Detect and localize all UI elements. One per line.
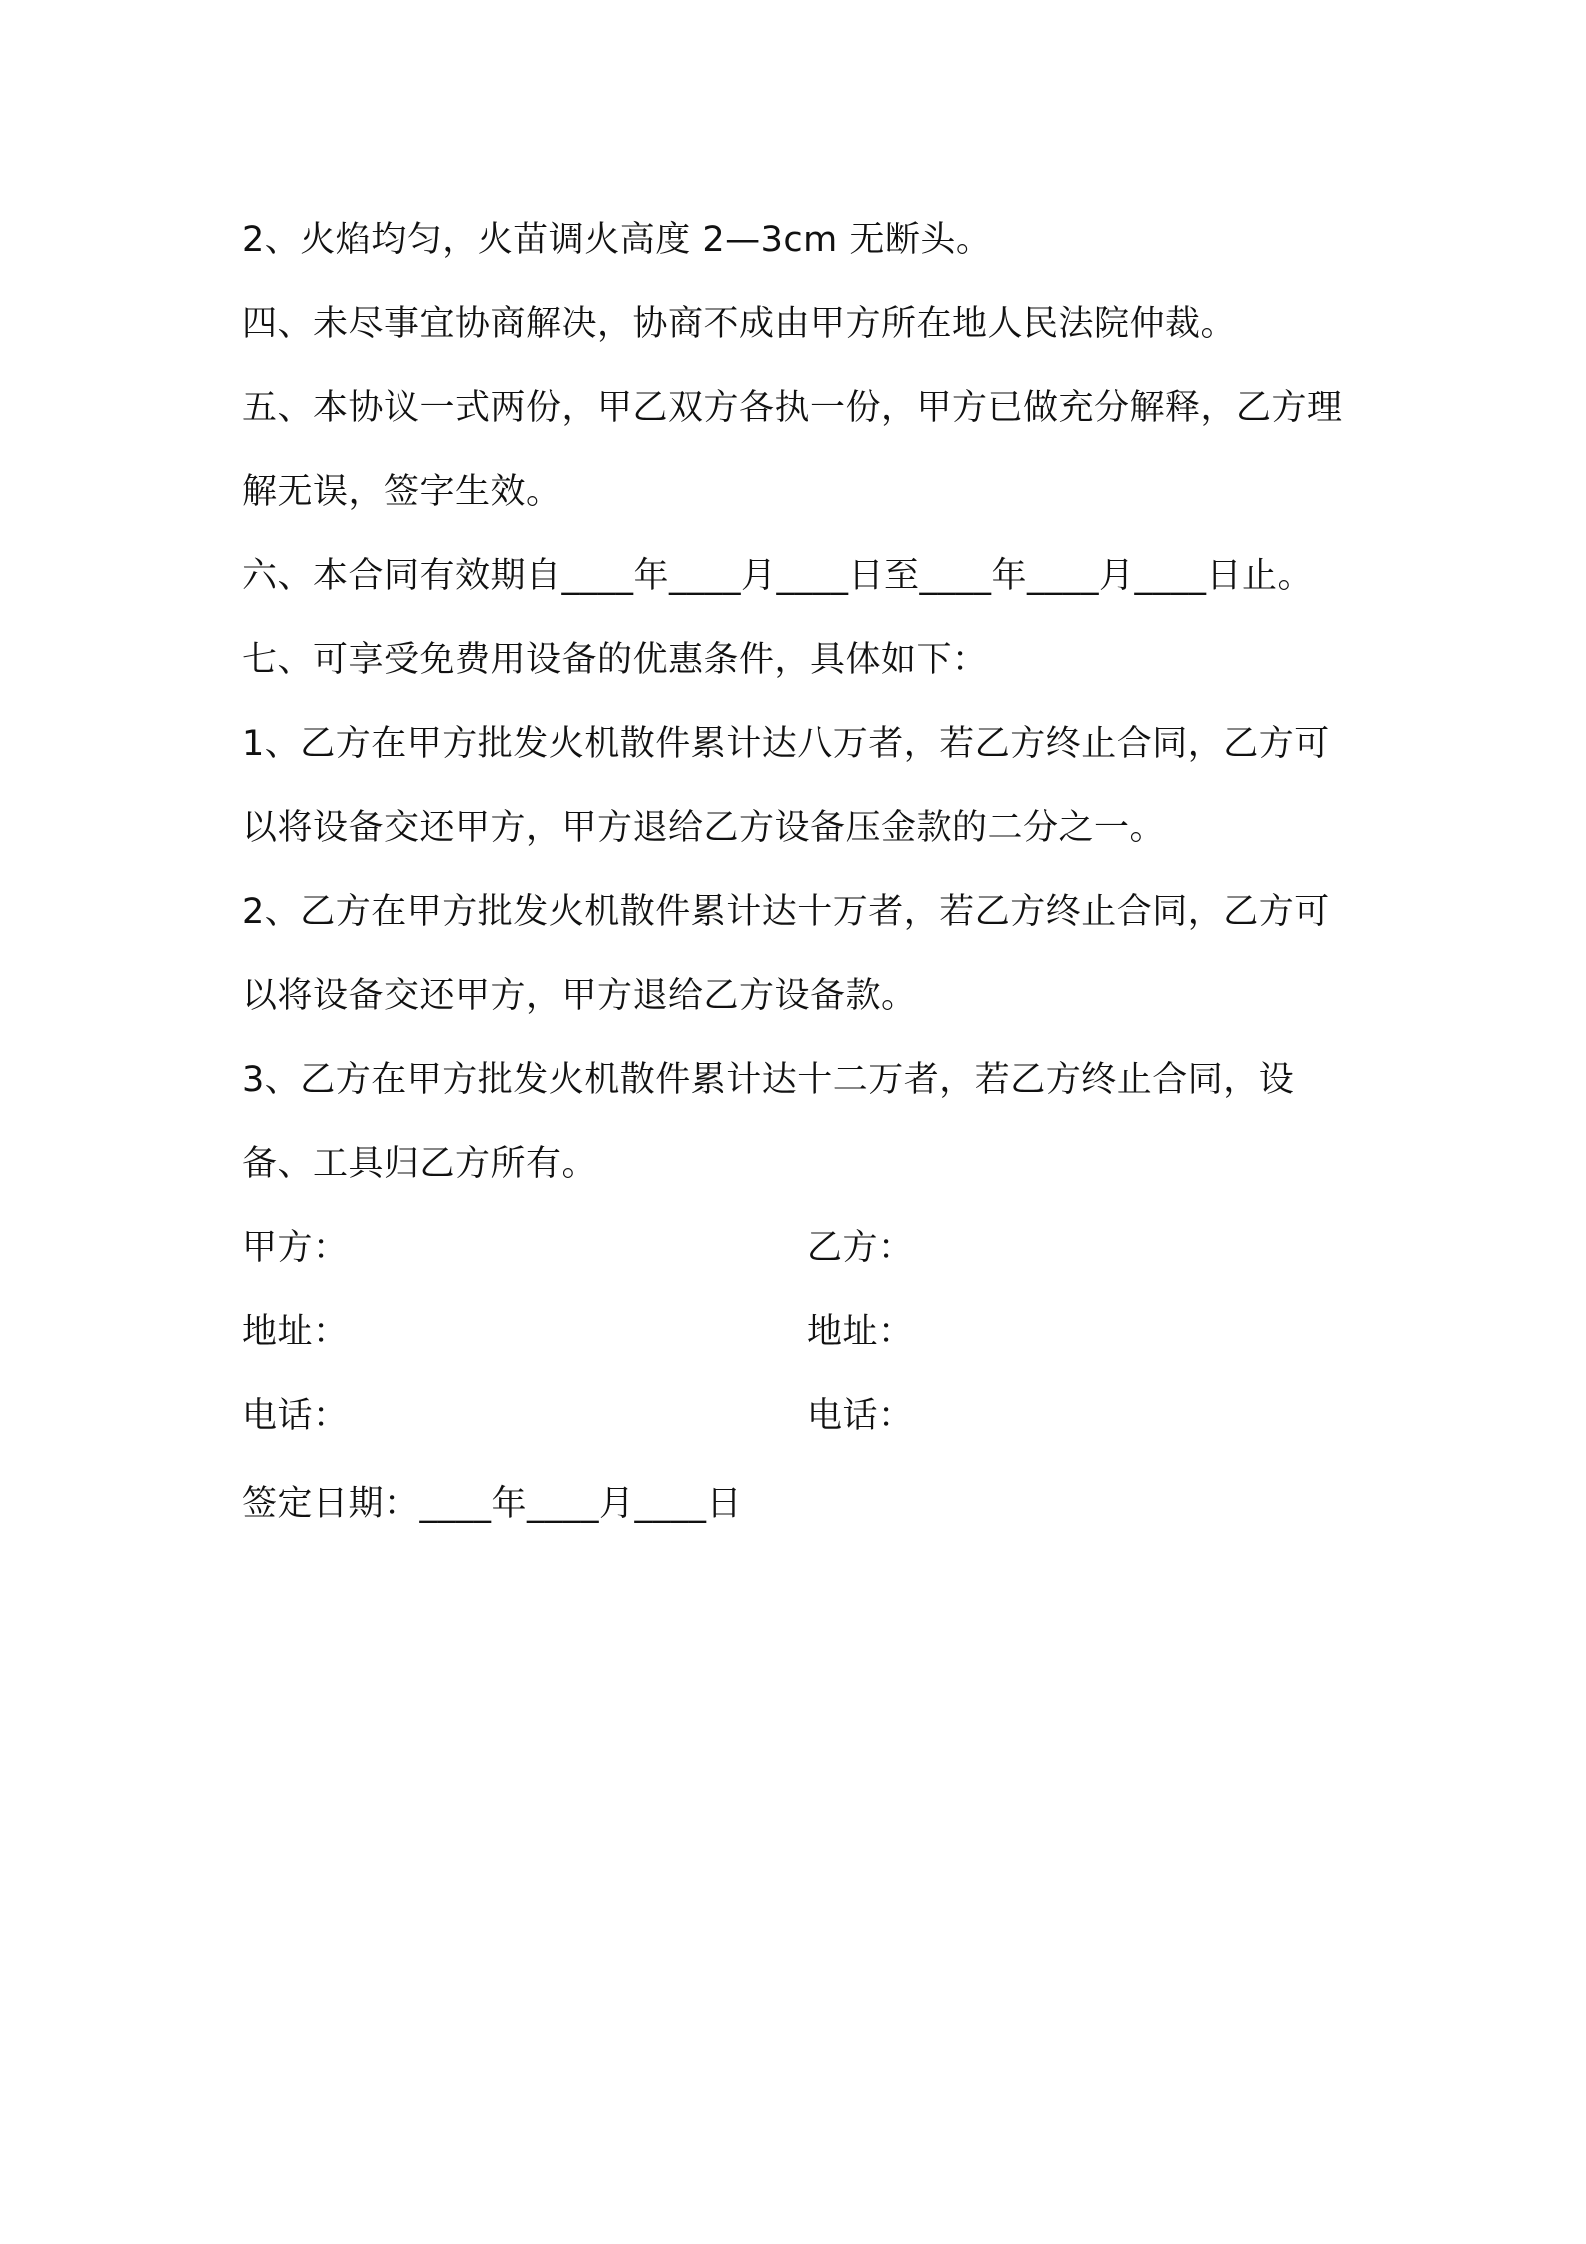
- clause-seven-item-1: 1、乙方在甲方批发火机散件累计达八万者，若乙方终止合同，乙方可以将设备交还甲方，甲方退给乙方设备压金款的二分之一。: [242, 724, 1330, 848]
- clause-seven-heading: 七、可享受免费用设备的优惠条件，具体如下：: [242, 640, 988, 680]
- clause-six-validity: 六、本合同有效期自____年____月____日至____年____月____日止。: [242, 556, 1314, 596]
- address-a-label: 地址：: [242, 1312, 349, 1352]
- sign-date-line: 签定日期：____年____月____日: [242, 1484, 743, 1524]
- phone-b-label: 电话：: [807, 1396, 914, 1436]
- clause-seven-item-3: 3、乙方在甲方批发火机散件累计达十二万者，若乙方终止合同，设备、工具归乙方所有。: [242, 1060, 1295, 1184]
- clause-seven-item-2: 2、乙方在甲方批发火机散件累计达十万者，若乙方终止合同，乙方可以将设备交还甲方，甲方退给乙方设备款。: [242, 892, 1330, 1016]
- clause-five-copies: 五、本协议一式两份，甲乙双方各执一份，甲方已做充分解释，乙方理解无误，签字生效。: [242, 388, 1343, 512]
- signature-party-row: [242, 1206, 1352, 1290]
- signature-address-row: [242, 1290, 1352, 1374]
- address-b-label: 地址：: [807, 1312, 914, 1352]
- clause-flame-requirement: 2、火焰均匀，火苗调火高度 2—3cm 无断头。: [242, 220, 992, 260]
- party-b-label: 乙方：: [807, 1228, 914, 1268]
- signature-phone-row: [242, 1374, 1352, 1458]
- clause-four-dispute: 四、未尽事宜协商解决，协商不成由甲方所在地人民法院仲裁。: [242, 304, 1237, 344]
- document-body: [242, 198, 1352, 1546]
- phone-a-label: 电话：: [242, 1396, 349, 1436]
- party-a-label: 甲方：: [242, 1228, 349, 1268]
